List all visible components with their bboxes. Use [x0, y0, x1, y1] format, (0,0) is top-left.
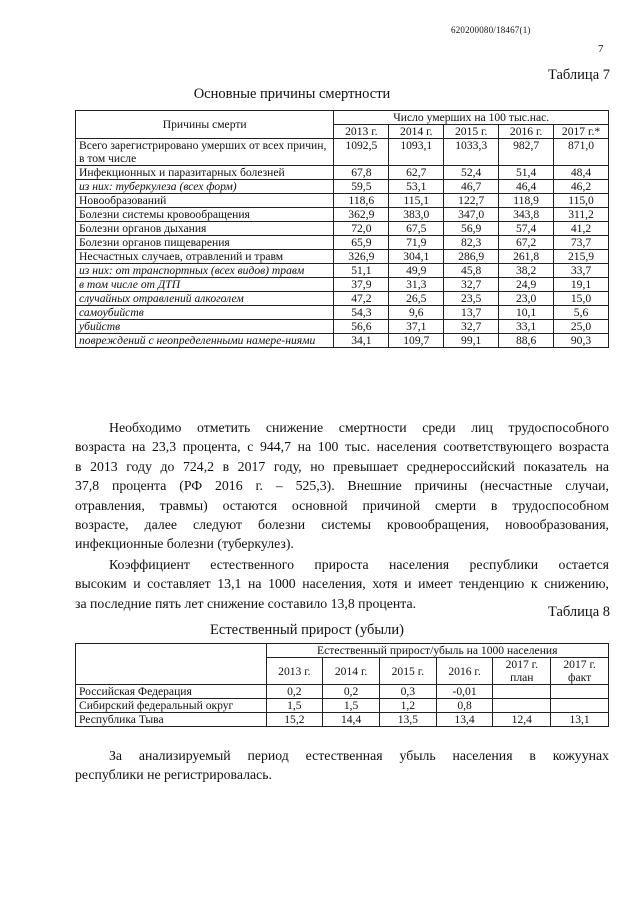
value-cell: 52,4 — [444, 166, 499, 180]
table-row — [76, 194, 609, 208]
value-cell: 347,0 — [444, 208, 499, 222]
cause-cell: в том числе от ДТП — [76, 278, 334, 292]
table-row — [76, 713, 609, 727]
value-cell: 41,2 — [554, 222, 609, 236]
header-year: 2014 г. — [323, 658, 380, 685]
table7-title: Основные причины смертности — [193, 86, 391, 102]
value-cell: 46,7 — [444, 180, 499, 194]
value-cell: 46,4 — [499, 180, 554, 194]
value-cell: 37,1 — [389, 320, 444, 334]
header-year: 2013 г. — [334, 125, 389, 139]
region-cell: Республика Тыва — [76, 713, 267, 727]
value-cell: 12,4 — [493, 713, 551, 727]
value-cell: 871,0 — [554, 139, 609, 166]
table-row — [76, 264, 609, 278]
value-cell: 99,1 — [444, 334, 499, 348]
table-row — [76, 292, 609, 306]
text-line: отравления, травмы) остаются основной причиной смерти в трудоспособном — [75, 497, 609, 513]
text-line: республики не регистрировалась. — [75, 767, 272, 783]
value-cell: 56,9 — [444, 222, 499, 236]
value-cell: 13,7 — [444, 306, 499, 320]
value-cell: 326,9 — [334, 250, 389, 264]
cause-cell: повреждений с неопределенными намере-ниями — [76, 334, 334, 348]
value-cell: 57,4 — [499, 222, 554, 236]
value-cell: 59,5 — [334, 180, 389, 194]
value-cell: 1033,3 — [444, 139, 499, 166]
value-cell: 51,1 — [334, 264, 389, 278]
value-cell: 26,5 — [389, 292, 444, 306]
document-id: 620200080/18467(1) — [451, 25, 531, 35]
value-cell: 53,1 — [389, 180, 444, 194]
value-cell: 311,2 — [554, 208, 609, 222]
value-cell: 10,1 — [499, 306, 554, 320]
header-year: 2017 г. факт — [551, 658, 609, 685]
value-cell: 67,2 — [499, 236, 554, 250]
value-cell: 122,7 — [444, 194, 499, 208]
header-year: 2017 г. план — [493, 658, 551, 685]
header-year: 2015 г. — [379, 658, 436, 685]
header-growth-per-1000: Естественный прирост/убыль на 1000 населения — [266, 644, 609, 658]
value-cell: 118,9 — [499, 194, 554, 208]
header-region-blank — [76, 644, 267, 685]
value-cell: 73,7 — [554, 236, 609, 250]
cause-cell: Болезни органов дыхания — [76, 222, 334, 236]
table-row — [76, 278, 609, 292]
header-year: 2016 г. — [436, 658, 493, 685]
value-cell: 383,0 — [389, 208, 444, 222]
value-cell: 51,4 — [499, 166, 554, 180]
cause-cell: Инфекционных и паразитарных болезней — [76, 166, 334, 180]
table-row — [76, 699, 609, 713]
text-line: За анализируемый период естественная убыль населения в кожуунах — [109, 748, 609, 763]
value-cell: 25,0 — [554, 320, 609, 334]
mortality-causes-table — [75, 110, 609, 348]
value-cell: -0,01 — [436, 685, 493, 699]
text-line: Коэффициент естественного прироста населения республики остается — [109, 557, 609, 572]
paragraph-no-decline — [75, 746, 609, 785]
value-cell: 88,6 — [499, 334, 554, 348]
cause-cell: убийств — [76, 320, 334, 334]
value-cell: 1092,5 — [334, 139, 389, 166]
value-cell: 343,8 — [499, 208, 554, 222]
cause-cell: самоубийств — [76, 306, 334, 320]
value-cell: 62,7 — [389, 166, 444, 180]
value-cell: 14,4 — [323, 713, 380, 727]
value-cell: 47,2 — [334, 292, 389, 306]
value-cell — [493, 699, 551, 713]
header-year: 2016 г. — [499, 125, 554, 139]
value-cell: 90,3 — [554, 334, 609, 348]
value-cell: 286,9 — [444, 250, 499, 264]
value-cell: 13,5 — [379, 713, 436, 727]
table-row — [76, 208, 609, 222]
table-row — [76, 685, 609, 699]
header-year: 2015 г. — [444, 125, 499, 139]
value-cell: 982,7 — [499, 139, 554, 166]
value-cell: 362,9 — [334, 208, 389, 222]
value-cell: 0,8 — [436, 699, 493, 713]
value-cell: 32,7 — [444, 320, 499, 334]
cause-cell: Болезни системы кровообращения — [76, 208, 334, 222]
value-cell: 0,2 — [266, 685, 323, 699]
value-cell: 23,5 — [444, 292, 499, 306]
region-cell: Сибирский федеральный округ — [76, 699, 267, 713]
value-cell: 82,3 — [444, 236, 499, 250]
value-cell: 56,6 — [334, 320, 389, 334]
table8-label: Таблица 8 — [547, 604, 610, 620]
value-cell: 13,1 — [551, 713, 609, 727]
value-cell: 33,1 — [499, 320, 554, 334]
text-line: высоким и составляет 13,1 на 1000 населения, хотя и имеет тенденцию к снижению, — [75, 576, 609, 592]
value-cell: 67,5 — [389, 222, 444, 236]
value-cell: 115,0 — [554, 194, 609, 208]
value-cell — [551, 685, 609, 699]
table-row — [76, 250, 609, 264]
region-cell: Российская Федерация — [76, 685, 267, 699]
value-cell: 32,7 — [444, 278, 499, 292]
value-cell: 115,1 — [389, 194, 444, 208]
cause-cell: из них: от транспортных (всех видов) травм — [76, 264, 334, 278]
text-line: Необходимо отметить снижение смертности среди лиц трудоспособного — [109, 420, 609, 435]
cause-cell: Несчастных случаев, отравлений и травм — [76, 250, 334, 264]
value-cell: 13,4 — [436, 713, 493, 727]
table-row — [76, 306, 609, 320]
header-year: 2017 г.* — [554, 125, 609, 139]
value-cell: 15,2 — [266, 713, 323, 727]
value-cell: 0,2 — [323, 685, 380, 699]
header-cause: Причины смерти — [76, 111, 334, 139]
value-cell: 1,5 — [266, 699, 323, 713]
page-number: 7 — [598, 43, 604, 55]
value-cell: 24,9 — [499, 278, 554, 292]
natural-growth-table — [75, 643, 609, 727]
value-cell: 109,7 — [389, 334, 444, 348]
text-line: возрасте, далее следуют болезни системы кровообращения, новообразования, — [75, 517, 609, 533]
value-cell: 45,8 — [444, 264, 499, 278]
table-row — [76, 139, 609, 166]
text-line: инфекционные болезни (туберкулез). — [75, 536, 294, 552]
table-row — [76, 334, 609, 348]
cause-cell: из них: туберкулеза (всех форм) — [76, 180, 334, 194]
value-cell — [493, 685, 551, 699]
value-cell: 54,3 — [334, 306, 389, 320]
table-row — [76, 222, 609, 236]
value-cell: 33,7 — [554, 264, 609, 278]
table-row — [76, 236, 609, 250]
value-cell: 15,0 — [554, 292, 609, 306]
cause-cell: случайных отравлений алкоголем — [76, 292, 334, 306]
value-cell: 72,0 — [334, 222, 389, 236]
cause-cell: Болезни органов пищеварения — [76, 236, 334, 250]
header-year: 2014 г. — [389, 125, 444, 139]
value-cell: 1093,1 — [389, 139, 444, 166]
value-cell: 261,8 — [499, 250, 554, 264]
value-cell: 19,1 — [554, 278, 609, 292]
value-cell — [551, 699, 609, 713]
table-row — [76, 320, 609, 334]
text-line: в 2013 году до 724,2 в 2017 году, но превышает среднероссийский показатель на — [75, 458, 609, 474]
value-cell: 9,6 — [389, 306, 444, 320]
value-cell: 38,2 — [499, 264, 554, 278]
text-line: за последние пять лет снижение составило 13,8 процента. — [75, 595, 417, 611]
value-cell: 1,5 — [323, 699, 380, 713]
table-row — [76, 180, 609, 194]
value-cell: 304,1 — [389, 250, 444, 264]
header-year: 2013 г. — [266, 658, 323, 685]
text-line: 37,8 процента (РФ 2016 г. – 525,3). Внешние причины (несчастные случаи, — [75, 478, 609, 494]
header-deaths-per-100k: Число умерших на 100 тыс.нас. — [334, 111, 609, 125]
cause-cell: Новообразований — [76, 194, 334, 208]
cause-cell: Всего зарегистрировано умерших от всех причин, в том числе — [76, 139, 334, 166]
text-line: возраста на 23,3 процента, с 944,7 на 100 тыс. населения соответствующего возраста — [75, 439, 609, 455]
value-cell: 65,9 — [334, 236, 389, 250]
value-cell: 118,6 — [334, 194, 389, 208]
value-cell: 23,0 — [499, 292, 554, 306]
table-row — [76, 166, 609, 180]
value-cell: 1,2 — [379, 699, 436, 713]
value-cell: 48,4 — [554, 166, 609, 180]
value-cell: 67,8 — [334, 166, 389, 180]
value-cell: 71,9 — [389, 236, 444, 250]
paragraph-mortality-working-age — [75, 418, 609, 554]
value-cell: 46,2 — [554, 180, 609, 194]
value-cell: 5,6 — [554, 306, 609, 320]
value-cell: 215,9 — [554, 250, 609, 264]
table7-label: Таблица 7 — [547, 67, 610, 83]
table8-title: Естественный прирост (убыли) — [210, 622, 404, 638]
value-cell: 0,3 — [379, 685, 436, 699]
value-cell: 34,1 — [334, 334, 389, 348]
value-cell: 49,9 — [389, 264, 444, 278]
value-cell: 31,3 — [389, 278, 444, 292]
value-cell: 37,9 — [334, 278, 389, 292]
